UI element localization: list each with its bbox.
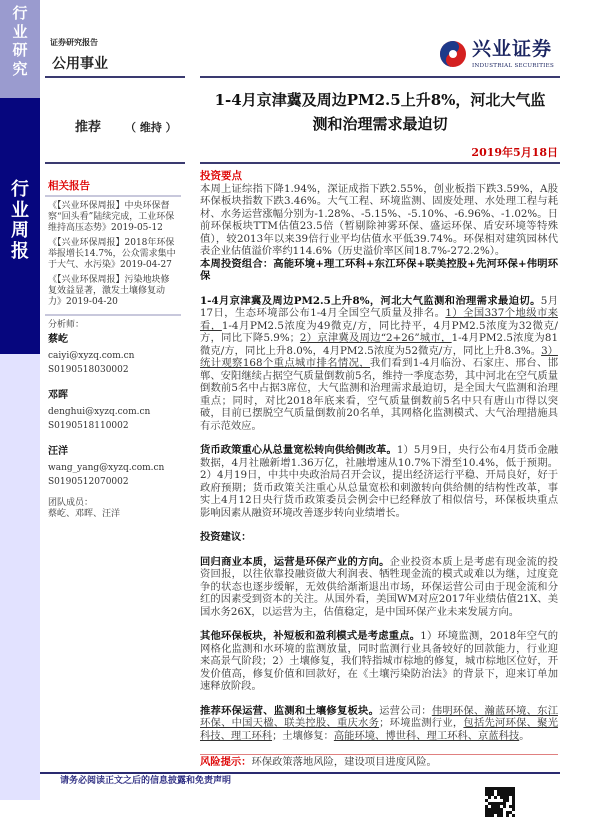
qr-module xyxy=(485,805,488,808)
qr-module xyxy=(485,790,488,793)
report-type: 证券研究报告 xyxy=(50,37,98,47)
divider xyxy=(45,162,185,164)
risk-text: 环保政策落地风险，建设项目进度风险。 xyxy=(251,756,437,768)
qr-module xyxy=(500,808,503,811)
underlined-text: 1）全国337个地级市来看， xyxy=(200,307,558,332)
qr-module xyxy=(512,802,515,805)
qr-module xyxy=(491,811,494,814)
rating: 推荐 xyxy=(75,120,102,135)
qr-module xyxy=(485,811,488,814)
analyst-card xyxy=(48,390,178,432)
qr-code-icon xyxy=(485,787,515,817)
paragraph xyxy=(200,531,558,544)
paragraph xyxy=(200,444,558,519)
qr-module xyxy=(494,796,497,799)
analyst-name: 蔡屹 xyxy=(48,334,68,345)
text: ；环境监测行业， xyxy=(379,717,464,729)
strip-char: 报 xyxy=(11,240,29,262)
side-strip-bottom xyxy=(0,354,40,800)
qr-module xyxy=(491,793,494,796)
title-line: 1-4月京津冀及周边PM2.5上升8%，河北大气监 xyxy=(214,91,546,109)
strip-char: 行 xyxy=(12,4,28,22)
bold-lead: 回归商业本质，运营是环保产业的方向。 xyxy=(200,555,390,568)
qr-module xyxy=(500,802,503,805)
strip-char: 业 xyxy=(12,22,28,41)
logo-name: 兴业证券 xyxy=(472,38,553,60)
text: ；土壤修复： xyxy=(272,729,334,742)
qr-module xyxy=(488,787,491,790)
qr-module xyxy=(509,787,512,790)
underlined-text: 高能环境、博世科、理工环科、京蓝科技 xyxy=(333,729,520,742)
rating-status: （ 维持 ） xyxy=(125,121,177,134)
bold-lead: 其他环保板块，补短板和盈利模式是考虑重点。 xyxy=(200,630,421,642)
paragraph xyxy=(200,705,558,743)
company-logo xyxy=(438,38,558,72)
divider xyxy=(45,195,181,197)
text: 企业投资本质上是考虑有现金流的投资回报，以往依靠投融资做大利润表、牺牲现金流的模式或难以为继，过度竞争的状态也逐步缓解，无效供给渐渐退出市场，环保运营公司由于现金流和分红的因素受到资本的关注。从国外看，美国WM对应2017年业绩估值21X、美国水务26X，以运营为主，估值稳定，是中国环保产业未来发展方向。 xyxy=(200,555,558,618)
analyst-email: wang_yang@xyzq.com.cn xyxy=(48,463,165,473)
qr-module xyxy=(494,811,497,814)
qr-module xyxy=(494,808,497,811)
qr-module xyxy=(500,790,503,793)
qr-module xyxy=(512,793,515,796)
divider xyxy=(45,76,185,78)
analyst-cert: S0190518030002 xyxy=(48,365,129,375)
disclaimer-link[interactable]: 请务必阅读正文之后的信息披露和免责声明 xyxy=(60,776,232,786)
qr-module xyxy=(503,799,506,802)
qr-module xyxy=(497,811,500,814)
qr-module xyxy=(506,793,509,796)
qr-module xyxy=(497,787,500,790)
qr-module xyxy=(512,805,515,808)
bold-lead: 货币政策重心从总量宽松转向供给侧改革。 xyxy=(200,444,397,456)
key-points-title: 投资要点 xyxy=(200,170,242,182)
bold-lead: 1-4月京津冀及周边PM2.5上升8%，河北大气监测和治理需求最迫切。 xyxy=(200,294,541,307)
divider xyxy=(45,314,181,316)
qr-module xyxy=(509,793,512,796)
qr-module xyxy=(491,790,494,793)
qr-module xyxy=(491,805,494,808)
qr-module xyxy=(485,787,488,790)
analyst-cert: S0190518110002 xyxy=(48,421,129,431)
qr-module xyxy=(512,787,515,790)
main-content xyxy=(200,170,558,769)
text: 1）5月9日，央行公布4月货币金融数据，4月社融新增1.36万亿，社融增速从10.7%下滑至10.4%，低于预期。2）4月19日，中共中央政治局召开会议，提出经济运行平稳、开局良好，好于政府预期；货币政策关注重心从总量宽松和刺激转向供给侧的结构性改革，事实上4月12日央行货币政策委员会例会中已经释放了相似信号，环保板块重点影响因素从融资环境改善逐步转向业绩增长。 xyxy=(200,444,558,519)
underlined-text: 包括先河环保、聚光科技、理工环科 xyxy=(200,717,559,742)
qr-module xyxy=(488,790,491,793)
text: 5月17日，生态环境部公布1-4月全国空气质量及排名。 xyxy=(200,294,558,319)
analyst-cert: S0190512070002 xyxy=(48,477,129,487)
text: 1）环境监测，2018年空气的网格化监测和水环境的监测放量，同时监测行业具备较好的回款能力，行业迎来高景气阶段；2）土壤修复，我们特指城市棕地的修复，城市棕地区位好，开发价值高，修复价值和回款好，在《土壤污染防治法》的背景下，迎来订单加速释放阶段。 xyxy=(200,630,559,692)
industry-label: 公用事业 xyxy=(52,56,108,72)
analyst-email: caiyi@xyzq.com.cn xyxy=(48,351,135,361)
strip-char: 周 xyxy=(11,220,29,241)
bold-lead: 本周投资组合：高能环境+理工环科+东江环保+联美控股+先河环保+伟明环保 xyxy=(200,257,558,282)
paragraph xyxy=(200,630,558,693)
text: 1-4月PM2.5浓度为81微克/方，同比上升8.0%，4月PM2.5浓度为52微克/方，同比上升8.3%。 xyxy=(200,332,558,357)
paragraph xyxy=(200,183,558,283)
paragraph xyxy=(200,295,558,433)
analyst-card xyxy=(48,334,178,376)
paragraph xyxy=(200,556,558,619)
strip-label-research xyxy=(0,4,40,78)
qr-module xyxy=(500,793,503,796)
text: 我们看到1-4月临汾、石家庄、邢台、邯郸、安阳继续占据空气质量倒数前5名，维持一季度态势，其中河北在空气质量倒数前5名中占据3席位，大气监测和治理需求最迫切，是全国大气监测和治理重点；同时，对比2018年底来看，空气质量倒数前5名中只有唐山市得以突破，目前已摆脱空气质量倒数前20名单，其网格化监测模式、大气治理措施具有示范效应。 xyxy=(200,357,558,432)
qr-module xyxy=(491,787,494,790)
risk-note xyxy=(200,754,558,769)
qr-module xyxy=(494,787,497,790)
qr-module xyxy=(491,808,494,811)
strip-char: 业 xyxy=(11,199,29,221)
strip-label-weekly xyxy=(0,180,40,262)
title-line: 测和治理需求最迫切 xyxy=(312,115,448,133)
related-reports-title: 相关报告 xyxy=(48,180,90,192)
qr-module xyxy=(509,811,512,814)
strip-char: 行 xyxy=(11,179,29,200)
team-members: 蔡屹、邓晖、汪洋 xyxy=(48,509,121,519)
divider xyxy=(200,76,560,78)
qr-module xyxy=(512,808,515,811)
qr-module xyxy=(491,802,494,805)
qr-module xyxy=(488,808,491,811)
qr-module xyxy=(512,796,515,799)
divider xyxy=(200,162,560,164)
qr-module xyxy=(503,790,506,793)
logo-swirl-icon xyxy=(438,39,468,69)
analyst-email: denghui@xyzq.com.cn xyxy=(48,407,151,417)
qr-module xyxy=(503,793,506,796)
qr-module xyxy=(485,799,488,802)
qr-module xyxy=(497,805,500,808)
underlined-text: 伟明环保、瀚蓝环境、东江环保、中国天楹、联美控股、重庆水务 xyxy=(200,704,559,729)
related-reports xyxy=(48,180,178,520)
qr-module xyxy=(506,787,509,790)
qr-module xyxy=(506,811,509,814)
qr-module xyxy=(497,790,500,793)
qr-module xyxy=(497,793,500,796)
strip-char: 究 xyxy=(12,59,28,78)
qr-module xyxy=(494,802,497,805)
related-report-item: 《【兴业环保周报】污染地块修复效益显著，激发土壤修复动力》2019-04-20 xyxy=(48,275,170,307)
analyst-card xyxy=(48,446,178,488)
text: 本周上证综指下降1.94%，深证成指下跌2.55%，创业板指下跌3.59%，A股环保板块指数下跌3.46%。大气工程、环境监测、固废处理、水处理工程与耗材、水务运营涨幅分别为-1.28%、-5.15%、-5.10%、-6.96%、-1.02%。日前环保板块TTM估值23.5倍（暂剔除神雾环保、盛运环保、盾安环境等特殊值），较2013年以来39倍行业平均估值水平低39.74%。环保相对建筑园林代表企业估值溢价率约114.6%（历史溢价率区间18.7%-272.2%）。 xyxy=(200,182,558,257)
qr-module xyxy=(500,796,503,799)
qr-module xyxy=(506,799,509,802)
qr-module xyxy=(503,805,506,808)
qr-module xyxy=(485,808,488,811)
underlined-text: 3）统计观察168个重点城市排名情况， xyxy=(200,344,558,369)
report-date: 2019年5月18日 xyxy=(471,146,558,159)
qr-module xyxy=(506,796,509,799)
qr-module xyxy=(506,790,509,793)
qr-module xyxy=(488,793,491,796)
qr-module xyxy=(494,805,497,808)
team-label: 团队成员： xyxy=(48,498,94,508)
bold-lead: 投资建议： xyxy=(200,531,252,543)
qr-module xyxy=(488,811,491,814)
bold-lead: 推荐环保运营、监测和土壤修复板块。 xyxy=(200,704,380,717)
report-title xyxy=(190,88,570,136)
qr-module xyxy=(485,793,488,796)
qr-module xyxy=(509,805,512,808)
text: 1-4月PM2.5浓度为49微克/方，同比持平，4月PM2.5浓度为32微克/方，同比下降5.9%； xyxy=(200,319,558,344)
underlined-text: 2）京津冀及周边“2+26”城市， xyxy=(299,332,452,344)
qr-module xyxy=(497,808,500,811)
qr-module xyxy=(509,790,512,793)
qr-module xyxy=(500,787,503,790)
qr-module xyxy=(503,802,506,805)
qr-module xyxy=(488,802,491,805)
risk-label: 风险提示： xyxy=(200,756,252,768)
related-report-item: 《【兴业环保周报】2018年环保举报增长14.7%，公众需求集中于大气、水污染》2019-04-27 xyxy=(48,238,176,270)
qr-module xyxy=(488,796,491,799)
related-report-item: 《【兴业环保周报】中央环保督察“回头看”陆续完成，工业环保维持高压态势》2019-05-12 xyxy=(48,201,175,233)
qr-module xyxy=(503,796,506,799)
qr-module xyxy=(512,790,515,793)
strip-char: 研 xyxy=(12,41,28,59)
analyst-label: 分析师： xyxy=(48,320,85,330)
text: 。 xyxy=(519,729,530,742)
qr-module xyxy=(503,787,506,790)
analyst-name: 邓晖 xyxy=(48,390,68,401)
logo-english: INDUSTRIAL SECURITIES xyxy=(472,63,555,69)
qr-module xyxy=(500,811,503,814)
qr-module xyxy=(512,799,515,802)
text: 运营公司： xyxy=(379,704,432,717)
qr-module xyxy=(497,802,500,805)
footer-divider xyxy=(40,772,560,774)
analyst-name: 汪洋 xyxy=(48,446,68,457)
